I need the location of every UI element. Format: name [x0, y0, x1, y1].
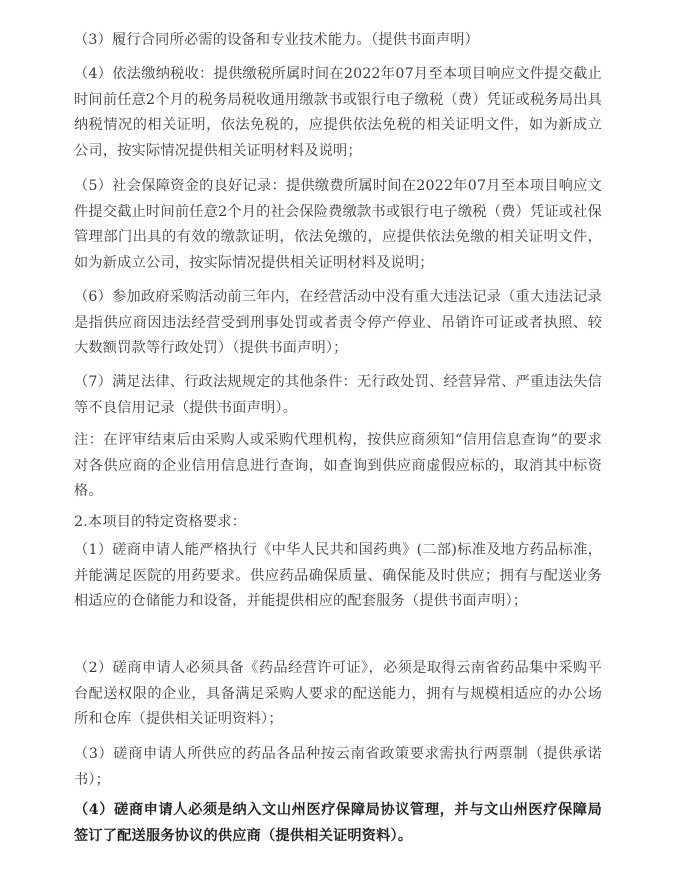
credit-check-note: 注：在评审结束后由采购人或采购代理机构，按供应商须知“信用信息查询”的要求对各供应商的企业信用信息进行查询，如查询到供应商虚假应标的，取消其中标资格。: [74, 432, 602, 500]
specific-requirement-3-two-invoice: （3）磋商申请人所供应的药品各品种按云南省政策要求需执行两票制（提供承诺书）；: [74, 746, 602, 788]
specific-requirement-4-medical-insurance: （4）磋商申请人必须是纳入文山州医疗保障局协议管理，并与文山州医疗保障局签订了配送服务协议的供应商（提供相关证明资料）。: [74, 802, 602, 844]
specific-requirement-1-pharmacopoeia: （1）磋商申请人能严格执行《中华人民共和国药典》(二部)标准及地方药品标准，并能满足医院的用药要求。供应药品确保质量、确保能及时供应；拥有与配送业务相适应的仓储能力和设备，并能提供相应的配套服务（提供书面声明）；: [74, 542, 602, 610]
specific-requirement-2-license: （2）磋商申请人必须具备《药品经营许可证》，必须是取得云南省药品集中采购平台配送权限的企业，具备满足采购人要求的配送能力，拥有与规模相适应的办公场所和仓库（提供相关证明资料）；: [74, 660, 602, 728]
requirement-5-social-security: （5）社会保障资金的良好记录：提供缴费所属时间在2022年07月至本项目响应文件提交截止时间前任意2个月的社会保险费缴款书或银行电子缴税（费）凭证或社保管理部门出具的有效的缴款证明，依法免缴的，应提供依法免缴的相关证明文件，如为新成立公司，按实际情况提供相关证明材料及说明；: [74, 178, 602, 271]
specific-requirements-heading: 2.本项目的特定资格要求：: [74, 514, 247, 530]
requirement-7-other-conditions: （7）满足法律、行政法规规定的其他条件：无行政处罚、经营异常、严重违法失信等不良信用记录（提供书面声明）。: [74, 374, 602, 416]
requirement-4-tax-payment: （4）依法缴纳税收：提供缴税所属时间在2022年07月至本项目响应文件提交截止时间前任意2个月的税务局税收通用缴款书或银行电子缴税（费）凭证或税务局出具纳税情况的相关证明，依法免税的，应提供依法免税的相关证明文件，如为新成立公司，按实际情况提供相关证明材料及说明；: [74, 66, 602, 159]
requirement-3-technical-capability: （3）履行合同所必需的设备和专业技术能力。（提供书面声明）: [74, 32, 479, 48]
requirement-6-no-violation-record: （6）参加政府采购活动前三年内，在经营活动中没有重大违法记录（重大违法记录是指供应商因违法经营受到刑事处罚或者责令停产停业、吊销许可证或者执照、较大数额罚款等行政处罚）（提供书面声明）；: [74, 289, 602, 357]
